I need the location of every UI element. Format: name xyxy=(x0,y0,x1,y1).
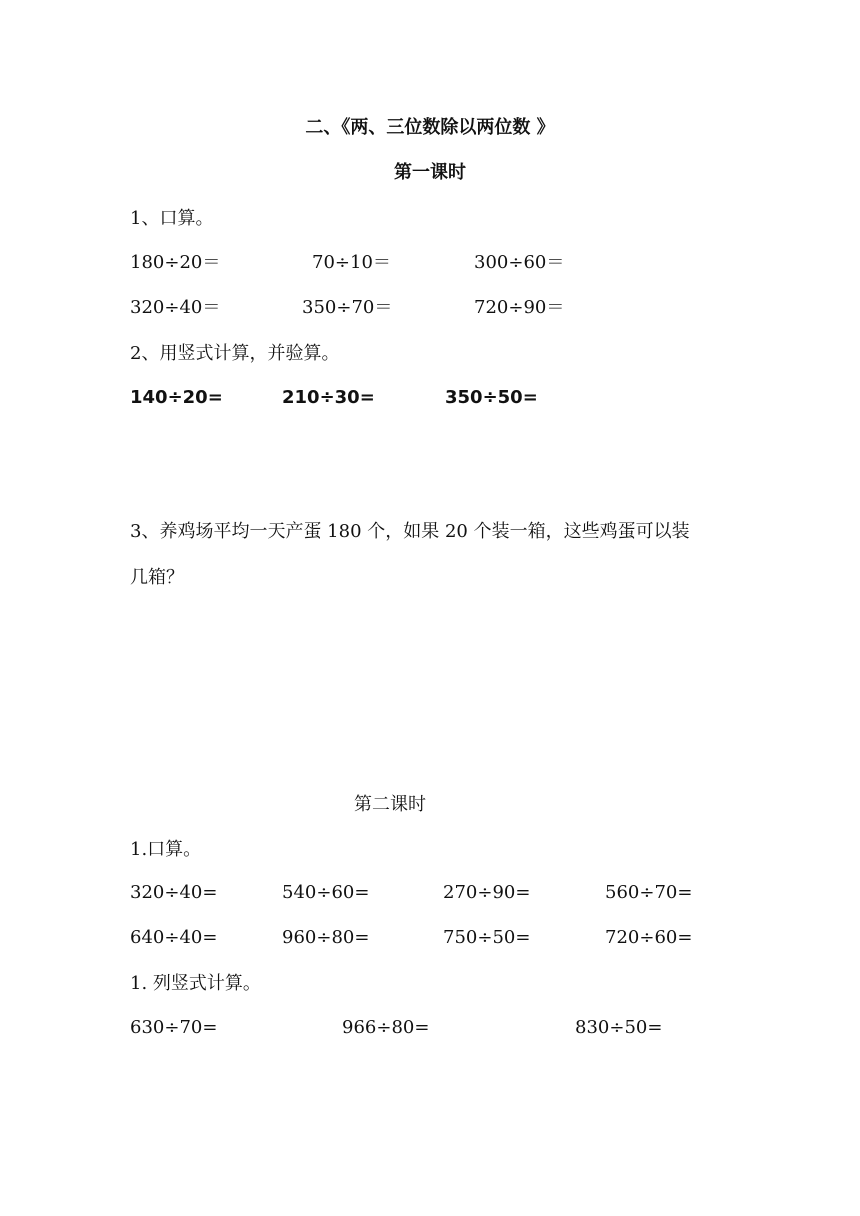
problem: 830÷50= xyxy=(575,1017,663,1038)
problem: 720÷60= xyxy=(605,927,693,948)
lesson2-subtitle: 第二课时 xyxy=(354,794,426,815)
problem: 750÷50= xyxy=(443,927,531,948)
problem: 966÷80= xyxy=(342,1017,430,1038)
problem: 640÷40= xyxy=(130,927,218,948)
problem: 70÷10＝ xyxy=(312,252,391,273)
problem: 320÷40＝ xyxy=(130,297,221,318)
lesson1-q3-line1: 3、养鸡场平均一天产蛋 180 个，如果 20 个装一箱，这些鸡蛋可以装 xyxy=(130,521,690,542)
problem: 560÷70= xyxy=(605,882,693,903)
problem: 720÷90＝ xyxy=(474,297,565,318)
problem: 210÷30= xyxy=(282,387,375,408)
problem: 300÷60＝ xyxy=(474,252,565,273)
lesson1-q1-heading: 1、口算。 xyxy=(130,208,214,229)
problem: 960÷80= xyxy=(282,927,370,948)
problem: 320÷40= xyxy=(130,882,218,903)
lesson1-q2-heading: 2、用竖式计算，并验算。 xyxy=(130,343,340,364)
lesson2-q2-heading: 1. 列竖式计算。 xyxy=(130,973,261,994)
problem: 140÷20= xyxy=(130,387,223,408)
problem: 180÷20＝ xyxy=(130,252,221,273)
lesson1-subtitle: 第一课时 xyxy=(394,162,466,183)
worksheet-title: 二、《两、三位数除以两位数 》 xyxy=(305,117,555,138)
problem: 350÷70＝ xyxy=(302,297,393,318)
problem: 630÷70= xyxy=(130,1017,218,1038)
problem: 270÷90= xyxy=(443,882,531,903)
lesson2-q1-heading: 1.口算。 xyxy=(130,839,202,860)
lesson1-q3-line2: 几箱？ xyxy=(130,567,184,588)
problem: 350÷50= xyxy=(445,387,538,408)
problem: 540÷60= xyxy=(282,882,370,903)
